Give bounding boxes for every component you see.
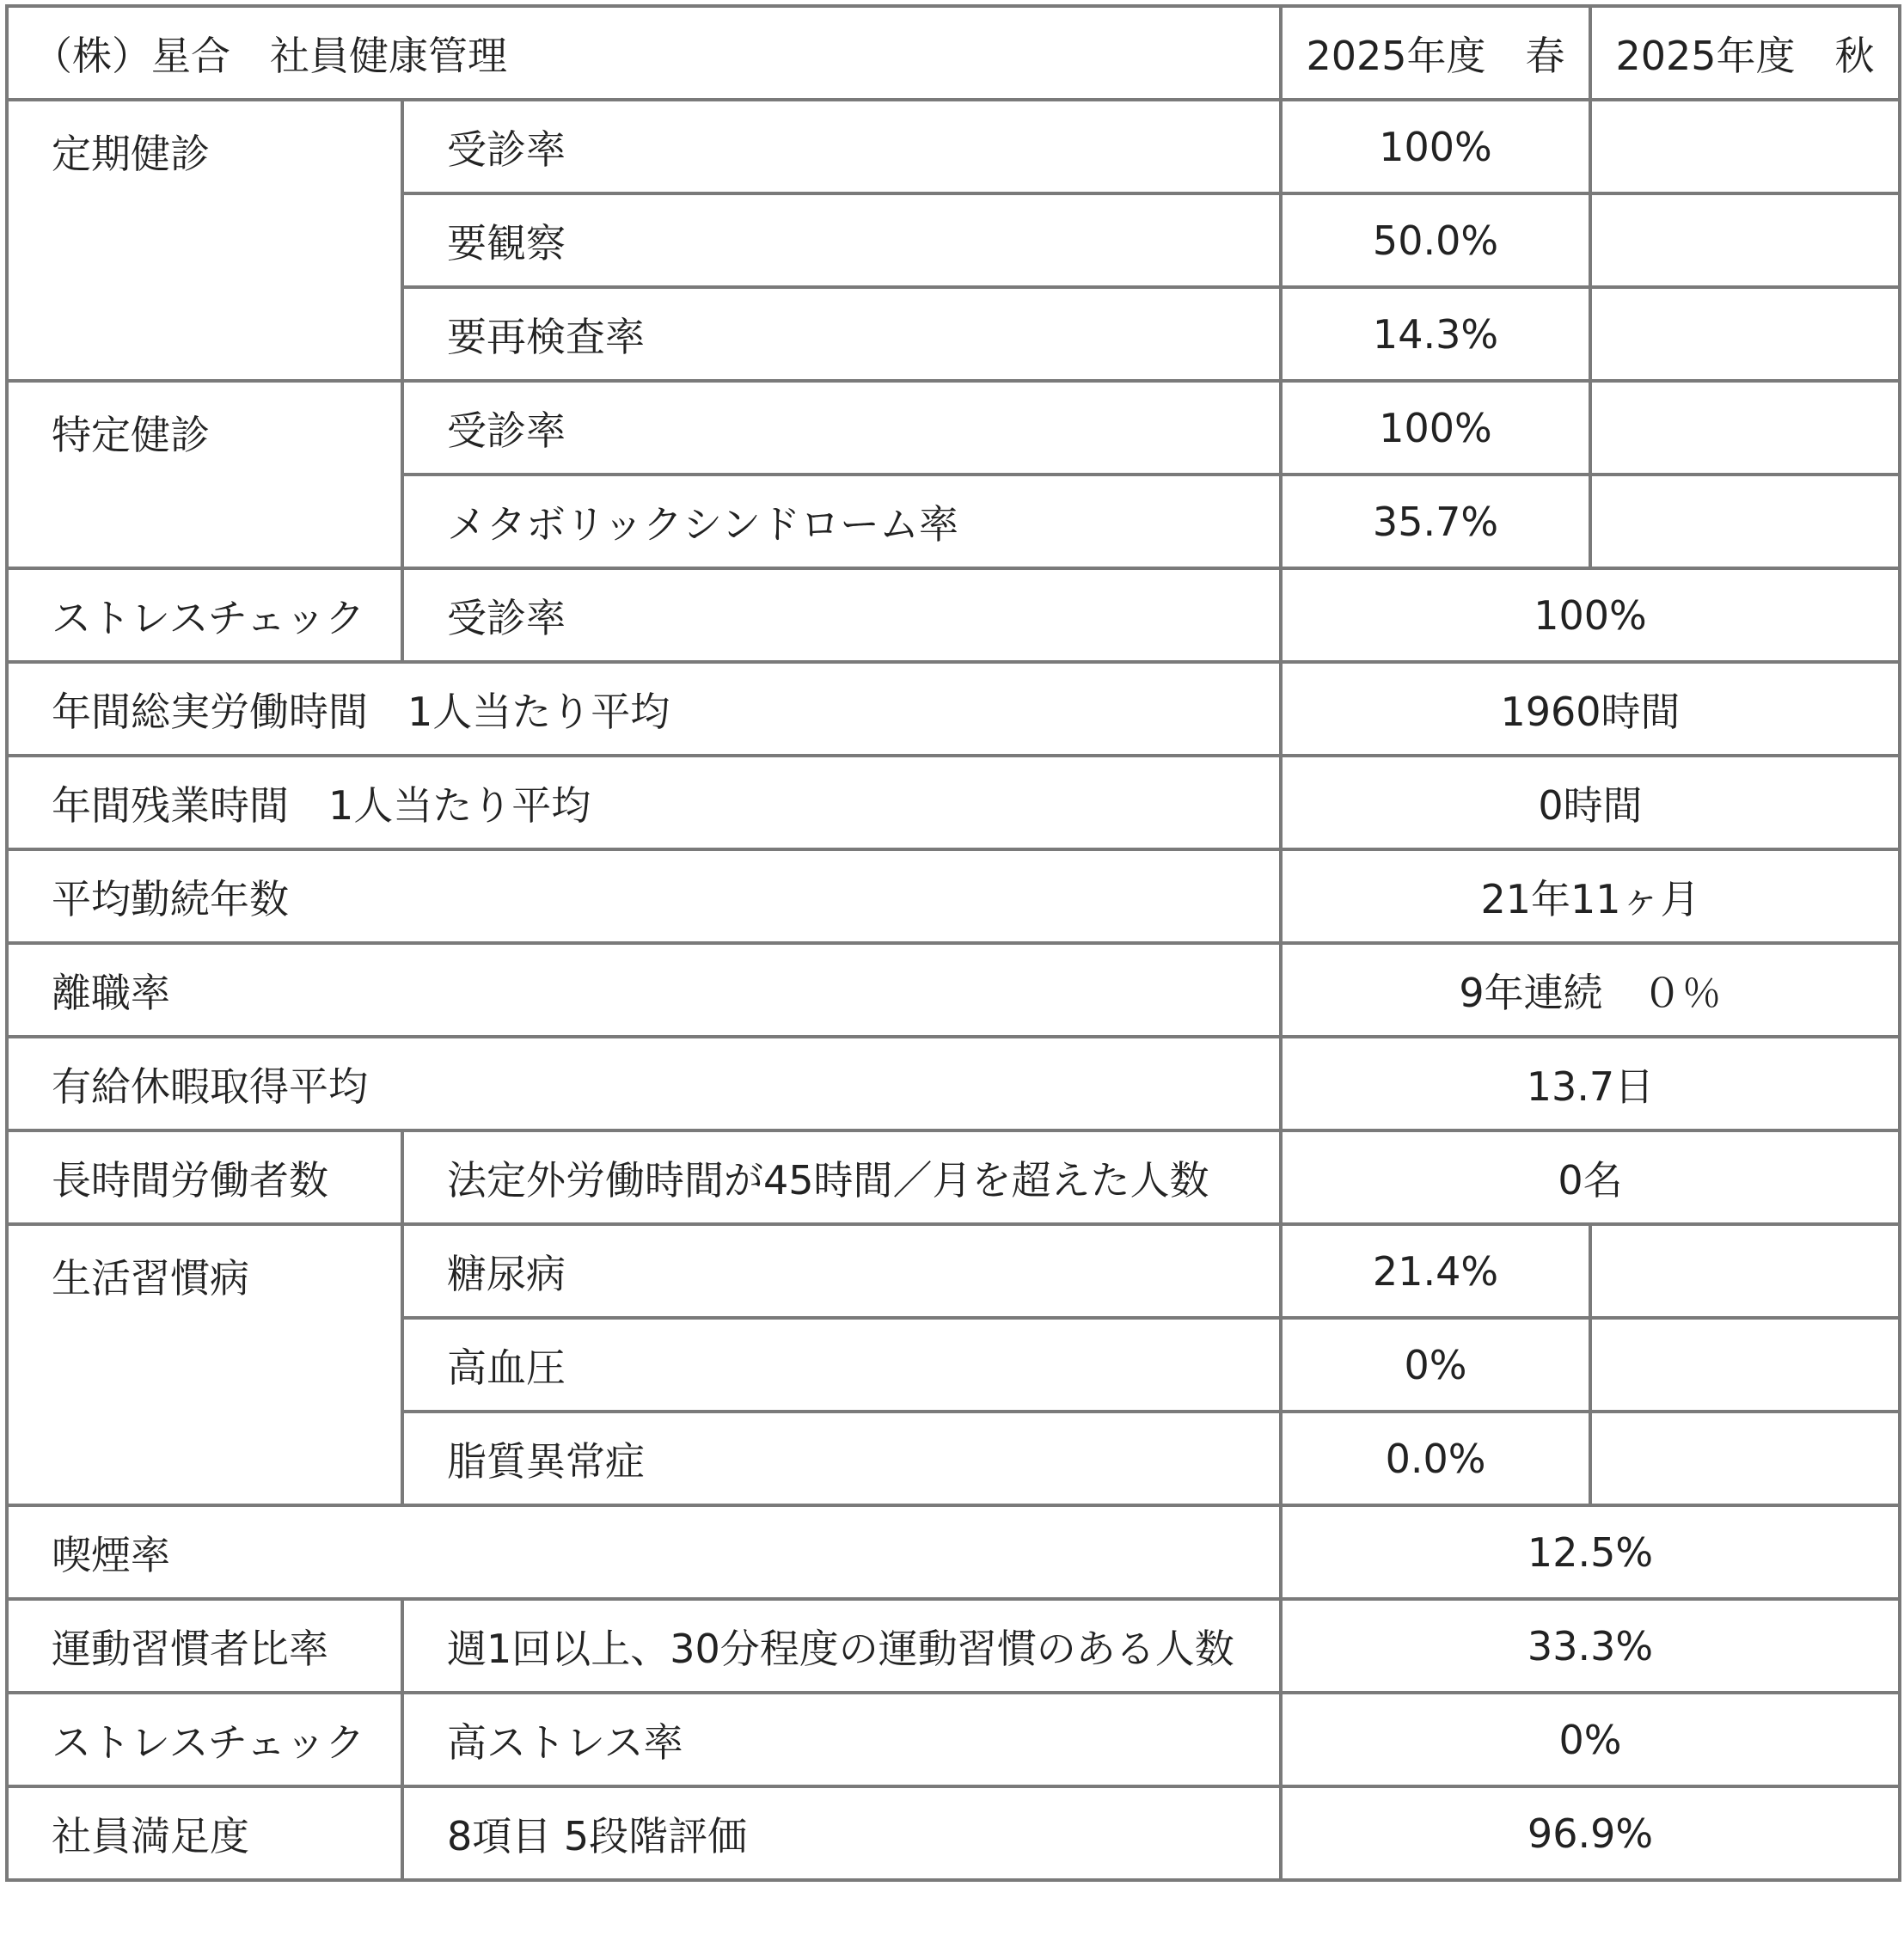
autumn-value — [1590, 475, 1900, 568]
item-label: 有給休暇取得平均 — [7, 1037, 1281, 1130]
autumn-value — [1590, 193, 1900, 287]
category-satisfaction: 社員満足度 — [7, 1786, 402, 1880]
merged-value: 0% — [1281, 1693, 1900, 1786]
autumn-value — [1590, 1412, 1900, 1505]
spring-value: 0% — [1281, 1318, 1590, 1412]
spring-value: 100% — [1281, 100, 1590, 193]
header-spring: 2025年度 春 — [1281, 6, 1590, 100]
item-label: 高ストレス率 — [402, 1693, 1281, 1786]
category-stress-check: ストレスチェック — [7, 568, 402, 662]
item-label: 高血圧 — [402, 1318, 1281, 1412]
category-long-hours: 長時間労働者数 — [7, 1130, 402, 1224]
table-title: （株）星合 社員健康管理 — [7, 6, 1281, 100]
autumn-value — [1590, 287, 1900, 381]
category-stress-check: ストレスチェック — [7, 1693, 402, 1786]
table-row — [7, 1786, 1900, 1880]
table-row — [7, 662, 1900, 756]
table-row — [7, 1693, 1900, 1786]
merged-value: 1960時間 — [1281, 662, 1900, 756]
item-label: 8項目 5段階評価 — [402, 1786, 1281, 1880]
autumn-value — [1590, 100, 1900, 193]
item-label: 受診率 — [402, 568, 1281, 662]
table-row — [7, 943, 1900, 1037]
spring-value: 0.0% — [1281, 1412, 1590, 1505]
table-row — [7, 1224, 1900, 1318]
spring-value: 14.3% — [1281, 287, 1590, 381]
item-label: 受診率 — [402, 381, 1281, 475]
autumn-value — [1590, 1318, 1900, 1412]
merged-value: 21年11ヶ月 — [1281, 849, 1900, 943]
header-row — [7, 6, 1900, 100]
category-regular-checkup: 定期健診 — [7, 100, 402, 381]
merged-value: 96.9% — [1281, 1786, 1900, 1880]
merged-value: 12.5% — [1281, 1505, 1900, 1599]
category-exercise: 運動習慣者比率 — [7, 1599, 402, 1693]
item-label: 週1回以上、30分程度の運動習慣のある人数 — [402, 1599, 1281, 1693]
table-row — [7, 1599, 1900, 1693]
merged-value: 13.7日 — [1281, 1037, 1900, 1130]
category-specific-checkup: 特定健診 — [7, 381, 402, 568]
item-label: 要観察 — [402, 193, 1281, 287]
health-management-table — [5, 4, 1901, 1882]
item-label: 要再検査率 — [402, 287, 1281, 381]
item-label: 法定外労働時間が45時間／月を超えた人数 — [402, 1130, 1281, 1224]
item-label: 年間残業時間 1人当たり平均 — [7, 756, 1281, 849]
table-row — [7, 381, 1900, 475]
merged-value: 0時間 — [1281, 756, 1900, 849]
table-row — [7, 100, 1900, 193]
table-row — [7, 1130, 1900, 1224]
item-label: 受診率 — [402, 100, 1281, 193]
spring-value: 35.7% — [1281, 475, 1590, 568]
spring-value: 100% — [1281, 381, 1590, 475]
item-label: 離職率 — [7, 943, 1281, 1037]
item-label: 脂質異常症 — [402, 1412, 1281, 1505]
item-label: 糖尿病 — [402, 1224, 1281, 1318]
item-label: 喫煙率 — [7, 1505, 1281, 1599]
table-row — [7, 849, 1900, 943]
merged-value: 9年連続 ０％ — [1281, 943, 1900, 1037]
category-lifestyle-disease: 生活習慣病 — [7, 1224, 402, 1505]
header-autumn: 2025年度 秋 — [1590, 6, 1900, 100]
autumn-value — [1590, 381, 1900, 475]
item-label: 年間総実労働時間 1人当たり平均 — [7, 662, 1281, 756]
table-row — [7, 1037, 1900, 1130]
spring-value: 21.4% — [1281, 1224, 1590, 1318]
table-row — [7, 756, 1900, 849]
merged-value: 0名 — [1281, 1130, 1900, 1224]
spring-value: 50.0% — [1281, 193, 1590, 287]
merged-value: 100% — [1281, 568, 1900, 662]
autumn-value — [1590, 1224, 1900, 1318]
table-row — [7, 568, 1900, 662]
table-row — [7, 1505, 1900, 1599]
item-label: メタボリックシンドローム率 — [402, 475, 1281, 568]
merged-value: 33.3% — [1281, 1599, 1900, 1693]
item-label: 平均勤続年数 — [7, 849, 1281, 943]
